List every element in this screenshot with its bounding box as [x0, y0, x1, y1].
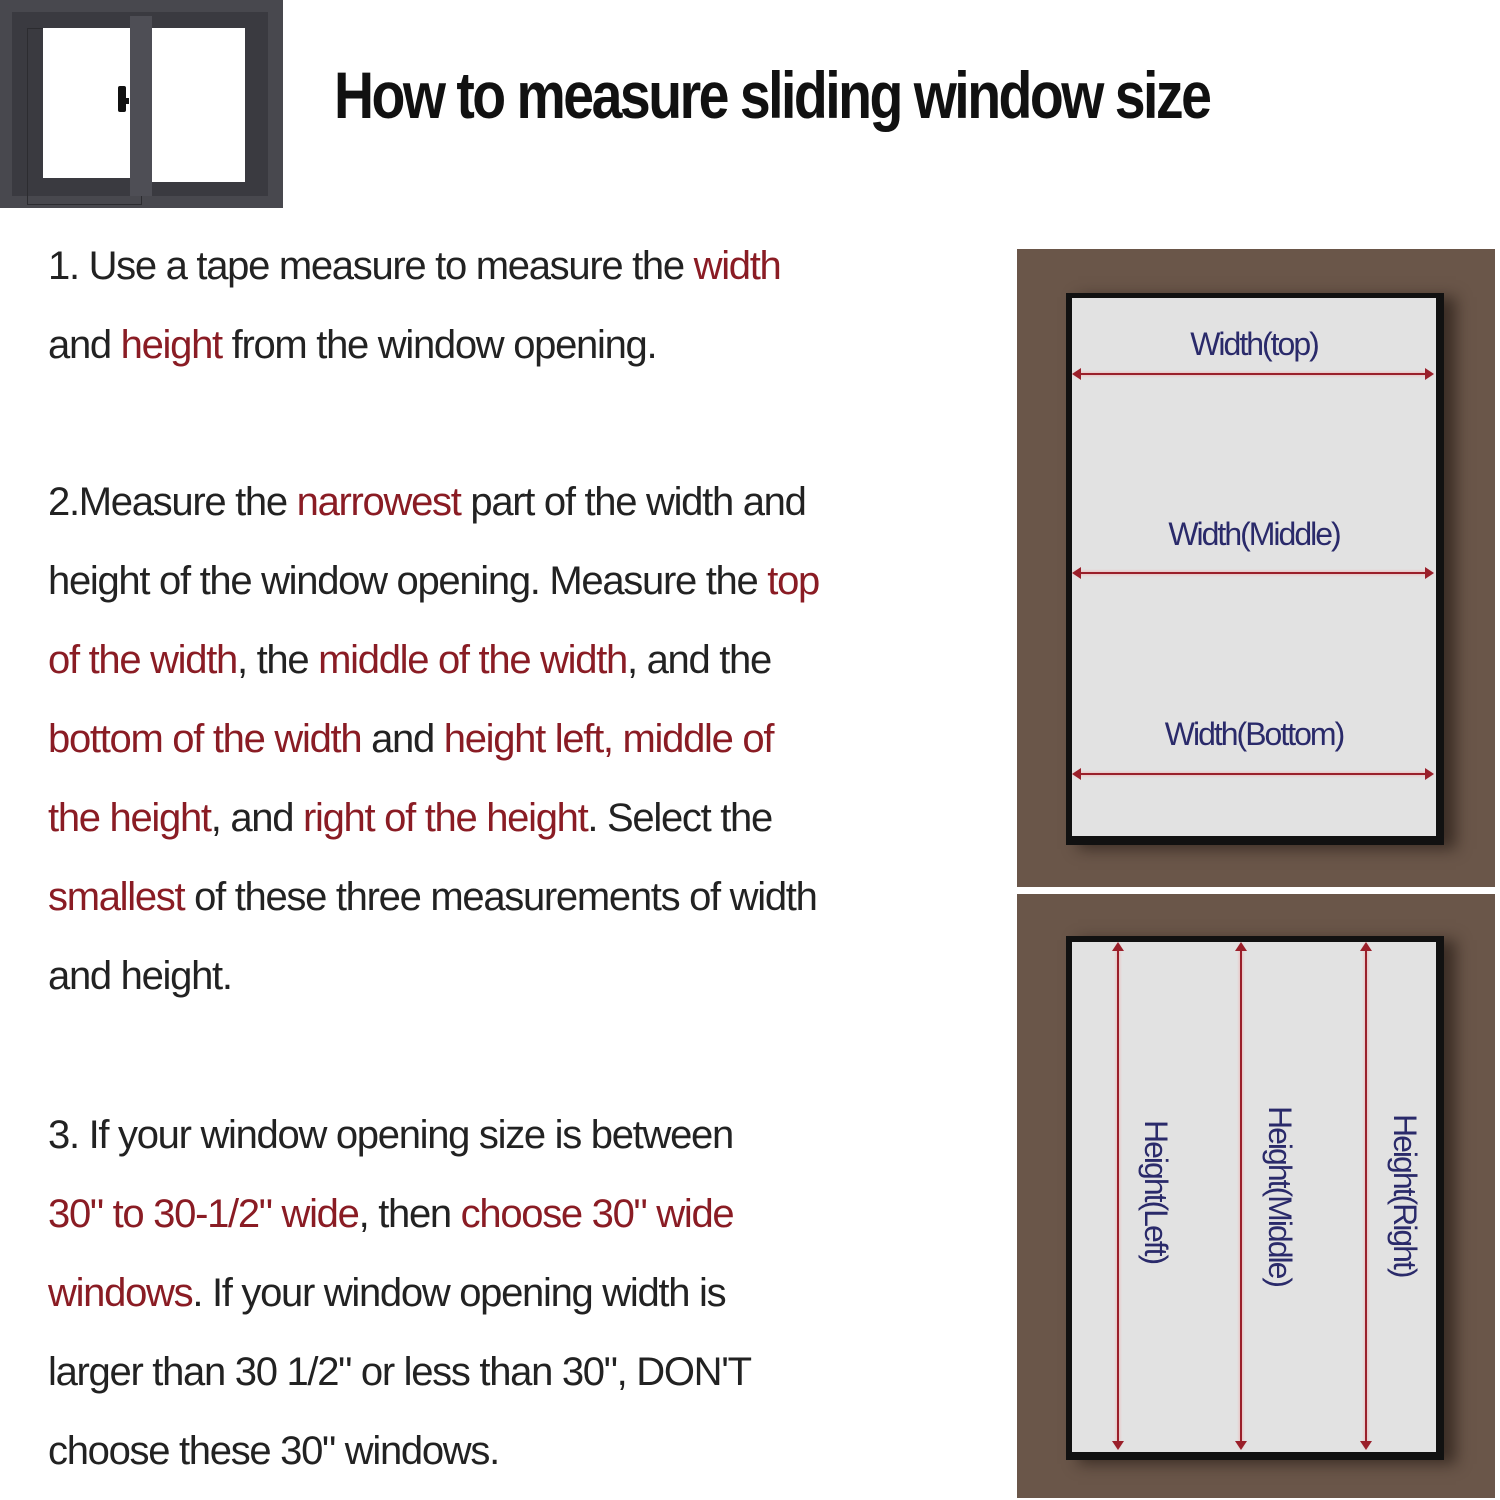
body-text: and: [48, 323, 121, 367]
body-text: and height.: [48, 954, 232, 998]
highlighted-text: windows: [48, 1271, 193, 1315]
body-text: larger than 30 1/2" or less than 30", DON'T: [48, 1350, 751, 1394]
panel-divider: [1017, 887, 1495, 894]
height-left-label: Height(Left): [1138, 1120, 1174, 1264]
instruction-line: [48, 700, 948, 779]
body-text: . Select the: [587, 796, 772, 840]
highlighted-text: choose 30" wide: [460, 1192, 734, 1236]
instruction-line: [48, 779, 948, 858]
body-text: part of the width and: [460, 480, 806, 524]
body-text: 3. If your window opening size is between: [48, 1113, 733, 1157]
highlighted-text: bottom of the width: [48, 717, 362, 761]
body-text: of these three measurements of width: [184, 875, 817, 919]
instruction-line: [48, 1333, 948, 1412]
highlighted-text: right of the height: [303, 796, 588, 840]
instruction-step-1: [48, 227, 948, 385]
window-frame: [1066, 293, 1444, 845]
width-diagram: [1017, 249, 1495, 887]
window-glass: [1072, 298, 1436, 836]
page-title: How to measure sliding window size: [334, 58, 1210, 132]
instruction-line: [48, 1096, 948, 1175]
instruction-line: [48, 306, 948, 385]
instruction-line: [48, 1254, 948, 1333]
height-right-label: Height(Right): [1387, 1114, 1423, 1277]
highlighted-text: height left, middle of: [443, 717, 774, 761]
highlighted-text: 30" to 30-1/2" wide: [48, 1192, 359, 1236]
body-text: , and the: [626, 638, 771, 682]
body-text: , the: [236, 638, 319, 682]
window-latch-icon: [118, 86, 126, 112]
highlighted-text: of the width: [48, 638, 237, 682]
width-top-label: Width(top): [1190, 326, 1318, 362]
body-text: from the window opening.: [221, 323, 657, 367]
body-text: . If your window opening width is: [192, 1271, 726, 1315]
instruction-line: [48, 542, 948, 621]
highlighted-text: the height: [48, 796, 211, 840]
body-text: 1. Use a tape measure to measure the: [48, 244, 694, 288]
body-text: , then: [358, 1192, 461, 1236]
highlighted-text: middle of the width: [318, 638, 627, 682]
highlighted-text: width: [693, 244, 781, 288]
instruction-line: [48, 463, 948, 542]
instruction-line: [48, 937, 948, 1016]
instruction-line: [48, 227, 948, 306]
window-pane-left: [43, 28, 130, 178]
height-left-arrow-icon: [1117, 944, 1119, 1448]
body-text: height of the window opening. Measure the: [48, 559, 768, 603]
instruction-line: [48, 621, 948, 700]
width-middle-label: Width(Middle): [1168, 516, 1340, 552]
width-bottom-label: Width(Bottom): [1164, 716, 1344, 752]
width-top-arrow-icon: [1074, 373, 1432, 375]
height-middle-label: Height(Middle): [1262, 1106, 1298, 1287]
body-text: , and: [210, 796, 303, 840]
height-middle-arrow-icon: [1240, 944, 1242, 1448]
body-text: 2.Measure the: [48, 480, 297, 524]
instruction-line: [48, 1412, 948, 1491]
highlighted-text: height: [120, 323, 222, 367]
highlighted-text: narrowest: [296, 480, 461, 524]
instruction-line: [48, 1175, 948, 1254]
body-text: choose these 30" windows.: [48, 1429, 499, 1473]
width-bottom-arrow-icon: [1074, 773, 1432, 775]
sliding-window-icon: [0, 0, 283, 208]
instruction-step-2: [48, 463, 948, 1016]
highlighted-text: top: [767, 559, 819, 603]
body-text: and: [361, 717, 444, 761]
window-mullion: [130, 16, 152, 196]
height-right-arrow-icon: [1365, 944, 1367, 1448]
window-pane-right: [152, 28, 245, 182]
highlighted-text: smallest: [48, 875, 185, 919]
window-glass: [1072, 942, 1436, 1452]
window-frame: [1066, 936, 1444, 1460]
instruction-step-3: [48, 1096, 948, 1491]
width-middle-arrow-icon: [1074, 572, 1432, 574]
height-diagram: [1017, 894, 1495, 1498]
instruction-line: [48, 858, 948, 937]
